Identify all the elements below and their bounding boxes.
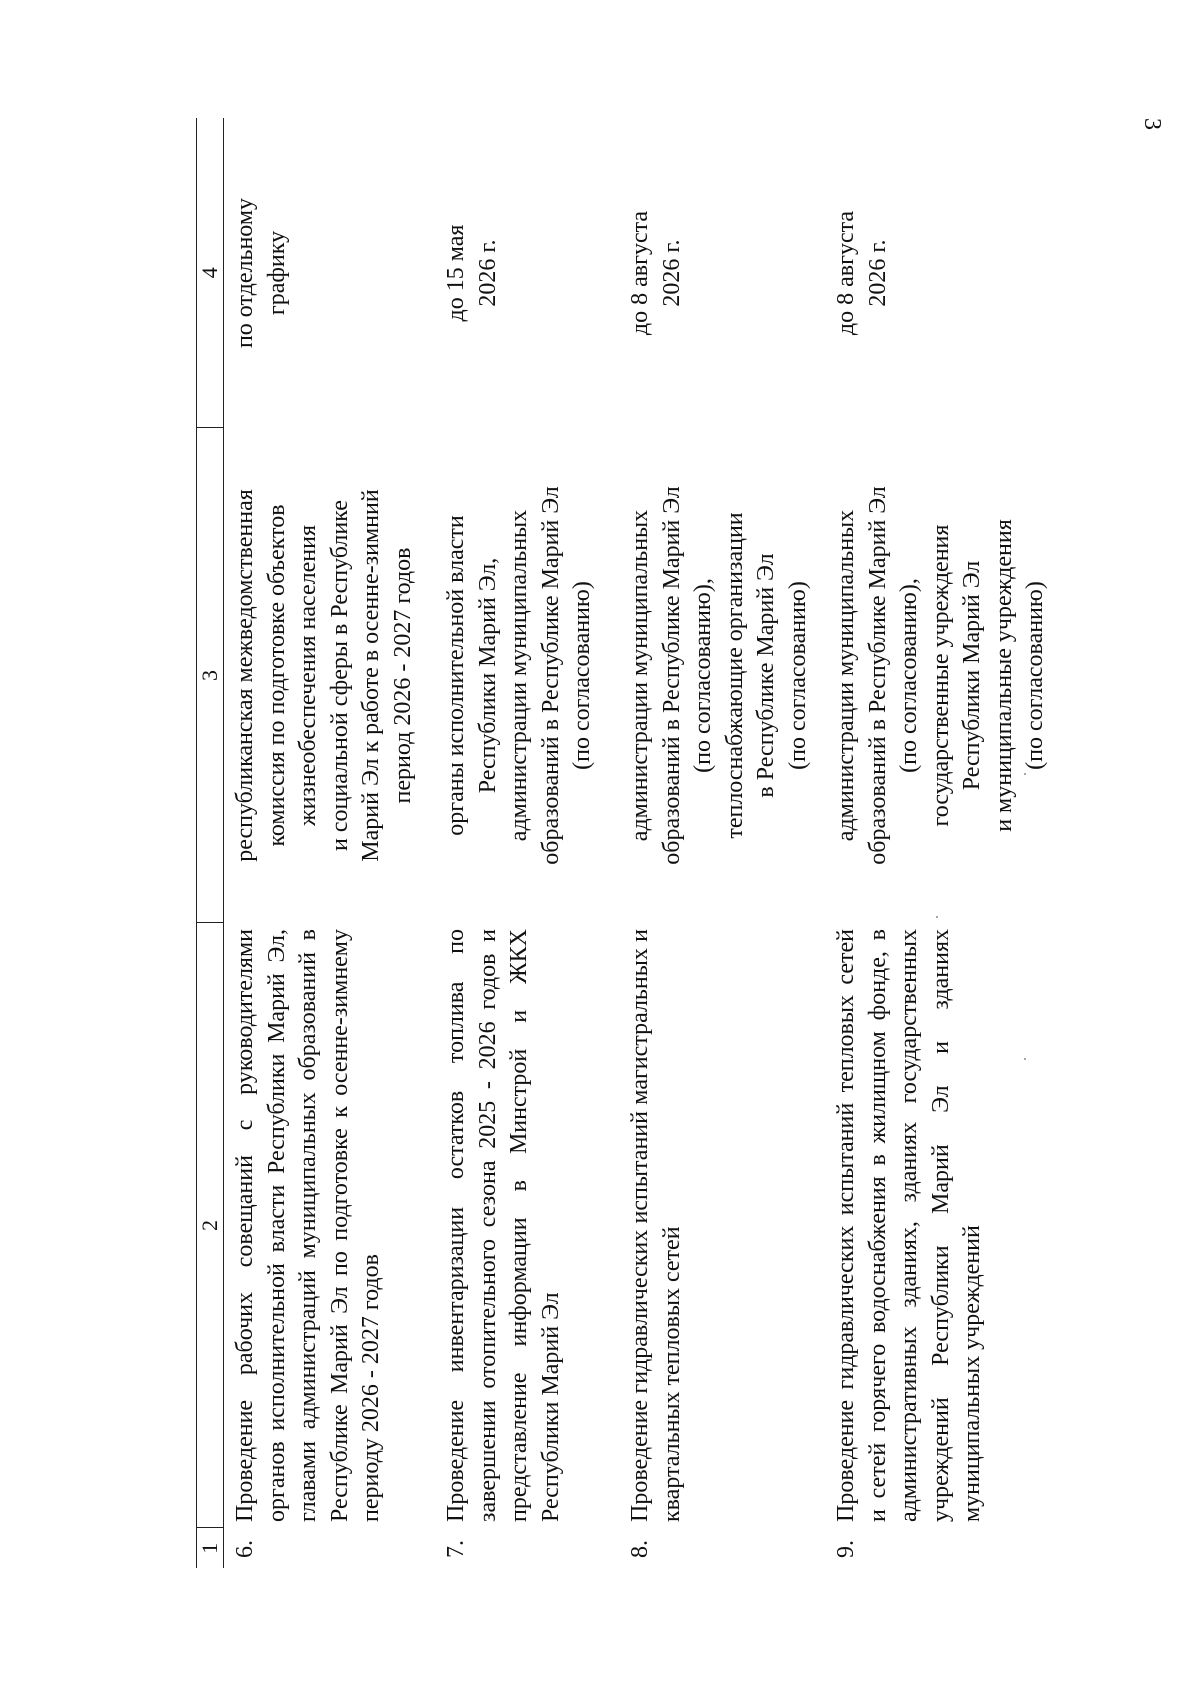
header-col-2: 2	[197, 923, 224, 1528]
executor-line: (по согласованию)	[1022, 581, 1048, 770]
row-description: Проведение гидравлических испытаний тепловых сетей и сетей горячего водоснабжения в жилищном фонде, в административных зданиях, зданиях государственных учреждений Республики Марий Эл и зданиях муниципальных учреждений	[833, 929, 985, 1522]
executor-line: (по согласованию),	[896, 578, 922, 773]
row-term	[435, 118, 619, 428]
term-line: графику	[263, 230, 290, 316]
executor-line: администрации муниципальных	[627, 509, 653, 842]
row-term	[825, 118, 1052, 428]
row-number: 7.	[443, 1540, 469, 1558]
executor-line: (по согласованию)	[569, 581, 595, 770]
executor-line: (по согласованию)	[784, 581, 811, 770]
executor-line: теплоснабжающие организации	[721, 512, 748, 839]
row-term	[619, 118, 825, 428]
executor-line: Республики Марий Эл,	[474, 557, 501, 794]
term-line: по отдельному	[232, 197, 258, 349]
term-line: до 15 мая	[443, 224, 469, 322]
executor-line: органы исполнительной власти	[443, 515, 469, 836]
row-executor	[825, 428, 1052, 923]
plan-table	[196, 118, 1052, 1568]
executor-line: образований в Республике Марий Эл	[864, 486, 891, 865]
executor-line: комиссия по подготовке объектов	[263, 504, 290, 847]
page-number: 3	[1139, 118, 1165, 130]
executor-line: государственные учреждения	[927, 524, 954, 827]
term-line: 2026 г.	[658, 239, 685, 307]
executor-line: жизнеобеспечения населения	[295, 525, 321, 826]
executor-line: Республики Марий Эл	[959, 560, 985, 791]
header-row	[197, 118, 224, 1568]
row-term	[224, 118, 436, 428]
scan-speck	[1024, 773, 1026, 775]
term-line: 2026 г.	[864, 239, 891, 307]
row-description: Проведение рабочих совещаний с руководителями органов исполнительной власти Республики Марий Эл, главами администраций муниципальных образований в Республике Марий Эл по подготовке к осенне-зимнему периоду 2026 - 2027 годов	[232, 929, 384, 1522]
term-line: 2026 г.	[474, 239, 501, 307]
row-number: 8.	[627, 1540, 653, 1558]
table-row	[825, 118, 1052, 1568]
table-row	[619, 118, 825, 1568]
executor-line: образований в Республике Марий Эл	[537, 486, 564, 865]
executor-line: Марий Эл к работе в осенне-зимний	[358, 489, 384, 862]
executor-line: и муниципальные учреждения	[990, 519, 1017, 832]
table-row	[224, 118, 436, 1568]
header-col-1: 1	[197, 1528, 224, 1568]
row-executor	[435, 428, 619, 923]
term-line: до 8 августа	[627, 210, 653, 336]
executor-line: администрации муниципальных	[833, 509, 859, 842]
row-executor	[224, 428, 436, 923]
executor-line: (по согласованию),	[690, 578, 716, 773]
row-description: Проведение инвентаризации остатков топлива по завершении отопительного сезона 2025 - 2026 годов и представление информации в Минстрой и ЖКХ Республики Марий Эл	[443, 929, 564, 1522]
row-number: 6.	[232, 1540, 258, 1558]
term-line: до 8 августа	[833, 210, 859, 336]
row-executor	[619, 428, 825, 923]
executor-line: образований в Республике Марий Эл	[658, 486, 685, 865]
row-number: 9.	[833, 1540, 859, 1558]
executor-line: и социальной сферы в Республике	[326, 500, 353, 851]
executor-line: администрации муниципальных	[506, 509, 532, 842]
header-col-3: 3	[197, 428, 224, 923]
executor-line: республиканская межведомственная	[232, 489, 258, 862]
table-row	[435, 118, 619, 1568]
executor-line: в Республике Марий Эл	[753, 553, 779, 798]
row-description: Проведение гидравлических испытаний магистральных и квартальных тепловых сетей	[627, 929, 685, 1522]
rotated-sheet	[196, 118, 1048, 1568]
scan-speck	[1024, 1058, 1026, 1060]
scan-speck	[936, 916, 938, 918]
executor-line: период 2026 - 2027 годов	[389, 547, 416, 804]
header-col-4: 4	[197, 118, 224, 428]
